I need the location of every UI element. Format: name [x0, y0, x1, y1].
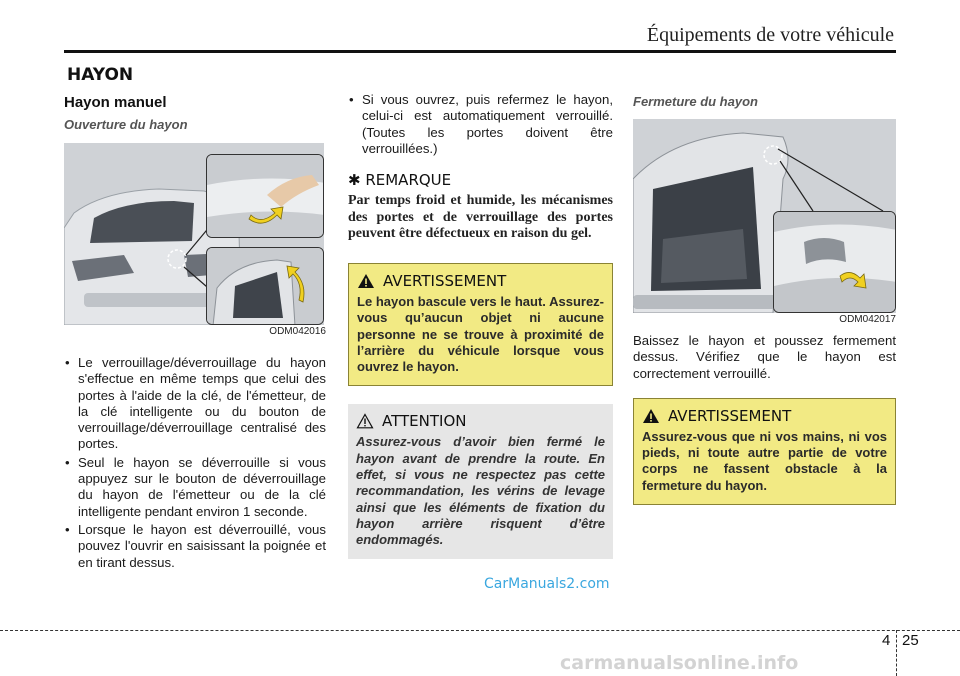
header-rule: [64, 50, 896, 53]
column-right: [633, 92, 896, 505]
page-chapter: 4: [882, 632, 891, 649]
footer-rule: [0, 630, 960, 631]
bullet-list-left: [64, 355, 326, 571]
remark-text: Par temps froid et humide, les mécanismes des portes et de verrouillage des portes peuvent être défectueux en raison du gel.: [348, 193, 613, 242]
figure-tailgate-opening: [64, 143, 324, 325]
warning-box-close: [633, 398, 896, 505]
subheading-opening: Ouverture du hayon: [64, 117, 188, 132]
list-item: • Si vous ouvrez, puis refermez le hayon, celui-ci est automatiquement verrouillé. (Toutes les portes doivent être verrouillées.): [348, 92, 613, 157]
watermark-link[interactable]: CarManuals2.com: [484, 576, 610, 592]
warning-title: AVERTISSEMENT: [383, 271, 507, 290]
section-title: HAYON: [67, 65, 134, 85]
inset-push-closeup: [773, 211, 896, 313]
warning-title: AVERTISSEMENT: [668, 406, 792, 425]
figure-code-1: ODM042016: [269, 326, 326, 337]
remark-title: ✱ REMARQUE: [348, 171, 452, 190]
header-title: Équipements de votre véhicule: [646, 24, 894, 46]
attention-title: ATTENTION: [382, 412, 467, 431]
figure-code-2: ODM042017: [839, 314, 896, 325]
column-middle: [348, 92, 613, 559]
caution-icon: [356, 413, 374, 429]
footer-brand: carmanualsonline.info: [560, 652, 799, 674]
warning-text: Le hayon bascule vers le haut. Assurez-vous qu’aucun objet ni aucune personne ne se trouve à proximité de l’arrière du véhicule lorsque vous ouvrez le hayon.: [357, 293, 604, 375]
column-left: [64, 92, 326, 573]
warning-box-open: [348, 263, 613, 386]
attention-text: Assurez-vous d’avoir bien fermé le hayon avant de prendre la route. En effet, si vous ne respectez pas cette recommandation, les vérins de levage ainsi que les éléments de fixation du hayon arrière risquent d’être endommagés.: [356, 434, 605, 548]
attention-box: [348, 404, 613, 558]
footer-separator: [896, 630, 897, 676]
warning-icon: [357, 273, 375, 289]
warning-text: Assurez-vous que ni vos mains, ni vos pieds, ni toute autre partie de votre corps ne fassent obstacle à la fermeture du hayon.: [642, 428, 887, 493]
page-number: 25: [902, 632, 919, 649]
inset-handle-closeup: [206, 154, 324, 238]
list-item: • Seul le hayon se déverrouille si vous appuyez sur le bouton de déverrouillage du hayon de l'émetteur ou de la clé intelligente pendant environ 1 seconde.: [64, 455, 326, 520]
inset-open-tailgate: [206, 247, 324, 325]
warning-icon: [642, 408, 660, 424]
bullet-list-middle: [348, 92, 613, 157]
closing-paragraph: Baissez le hayon et poussez fermement dessus. Vérifiez que le hayon est correctement verrouillé.: [633, 333, 896, 381]
list-item: • Le verrouillage/déverrouillage du hayon s'effectue en même temps que celui des portes à l'aide de la clé, de l'émetteur, de la clé intelligente ou du bouton de verrouillage/déverrouillage centralisé des portes.: [64, 355, 326, 453]
figure-tailgate-closing: [633, 119, 896, 313]
list-item: • Lorsque le hayon est déverrouillé, vous pouvez l'ouvrir en saisissant la poignée et en tirant dessus.: [64, 522, 326, 571]
heading-manual-tailgate: Hayon manuel: [64, 94, 167, 111]
subheading-closing: Fermeture du hayon: [633, 94, 758, 109]
